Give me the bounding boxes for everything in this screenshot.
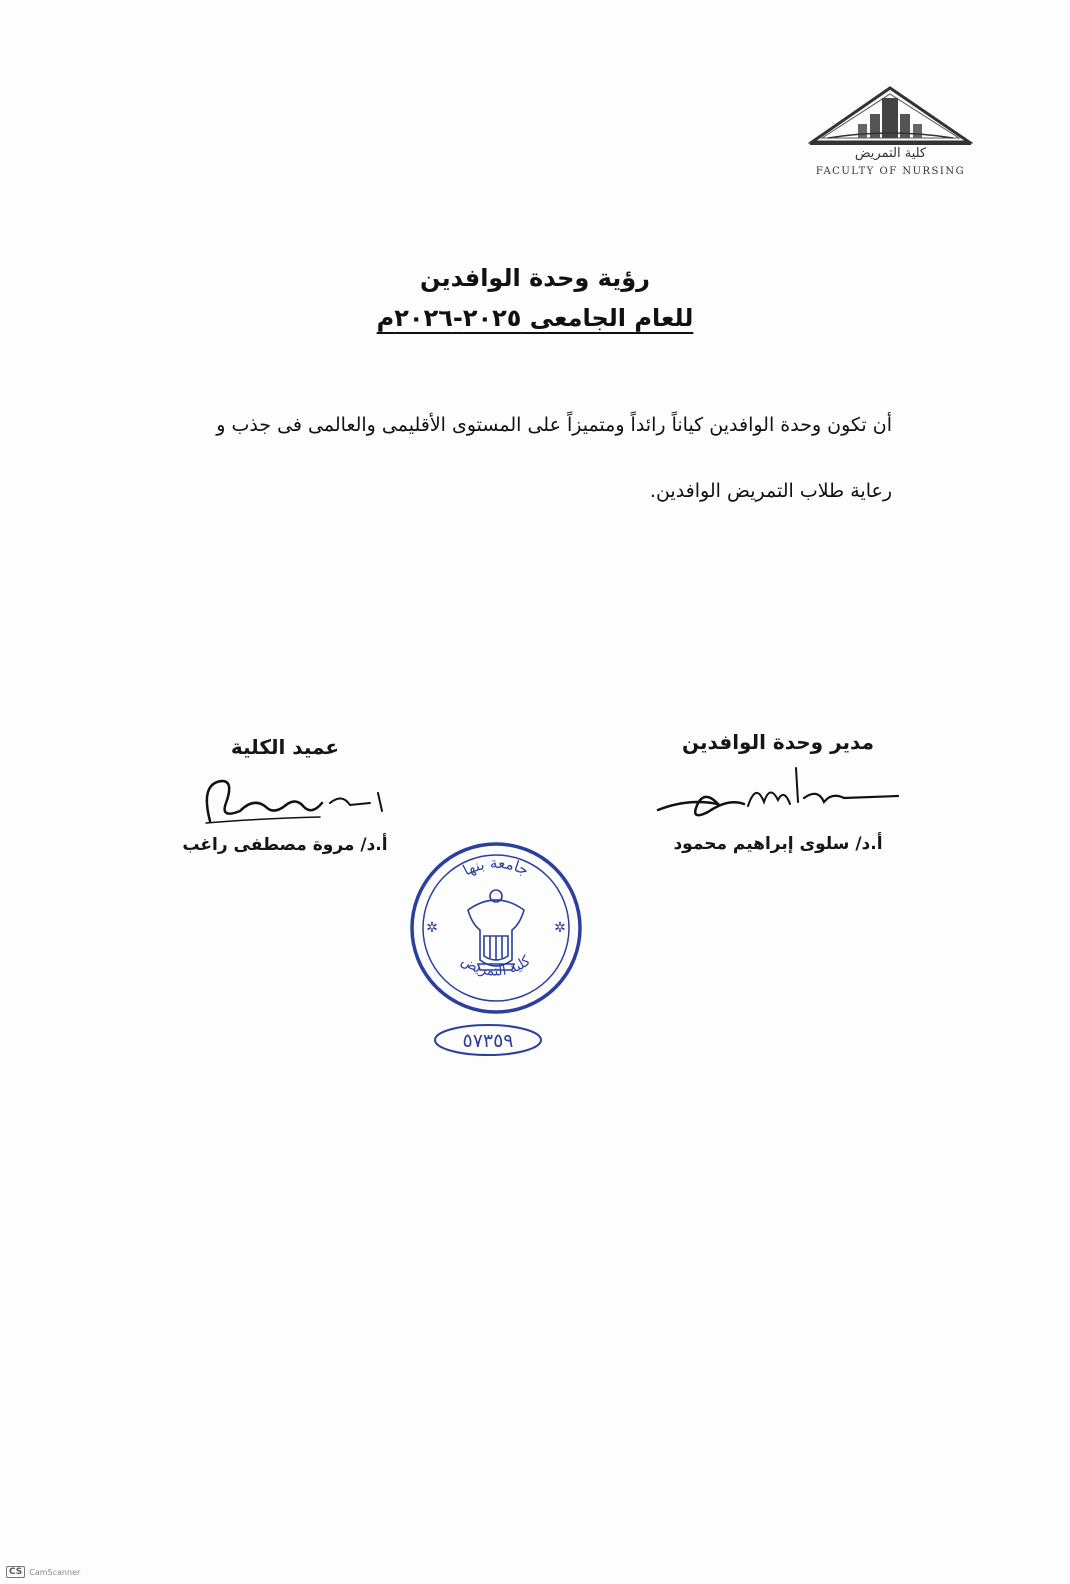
document-title	[0, 258, 1070, 338]
stamp-bottom-text: كلية التمريض	[458, 952, 534, 980]
faculty-logo	[808, 84, 973, 188]
signature-block-dean	[170, 733, 400, 868]
title-line-1: رؤية وحدة الوافدين	[420, 264, 650, 292]
stamp-top-text: جامعة بنها	[459, 853, 532, 880]
signature-name: أ.د/ سلوى إبراهيم محمود	[673, 834, 883, 854]
svg-text:✲: ✲	[426, 920, 438, 936]
signature-block-unit-director	[648, 728, 908, 868]
svg-text:✲: ✲	[554, 920, 566, 936]
signature-role: عميد الكلية	[230, 735, 340, 759]
logo-english-text: FACULTY OF NURSING	[815, 166, 966, 177]
vision-statement: أن تكون وحدة الوافدين كياناً رائداً ومتميزاً على المستوى الأقليمى والعالمى فى جذب و رعاية طلاب التمريض الوافدين.	[216, 414, 892, 502]
faculty-emblem-icon	[808, 84, 973, 148]
official-seal-stamp-icon	[408, 840, 584, 1016]
camscanner-icon: CS	[6, 1566, 25, 1578]
signature-role: مدير وحدة الوافدين	[682, 730, 874, 754]
svg-text:جامعة بنها	[460, 854, 532, 880]
handwritten-signature-icon	[648, 758, 908, 828]
scanner-watermark-text: CamScanner	[29, 1567, 81, 1577]
stamp-serial-text: ٥٧٣٥٩	[462, 1030, 514, 1052]
handwritten-signature-icon	[170, 763, 400, 833]
logo-arabic-text: كلية التمريض	[854, 146, 927, 161]
title-line-2: للعام الجامعى ٢٠٢٥-٢٠٢٦م	[376, 304, 694, 332]
stamp-serial-number	[432, 1022, 544, 1058]
scanner-watermark	[6, 1566, 80, 1578]
signature-name: أ.د/ مروة مصطفى راغب	[182, 835, 388, 855]
